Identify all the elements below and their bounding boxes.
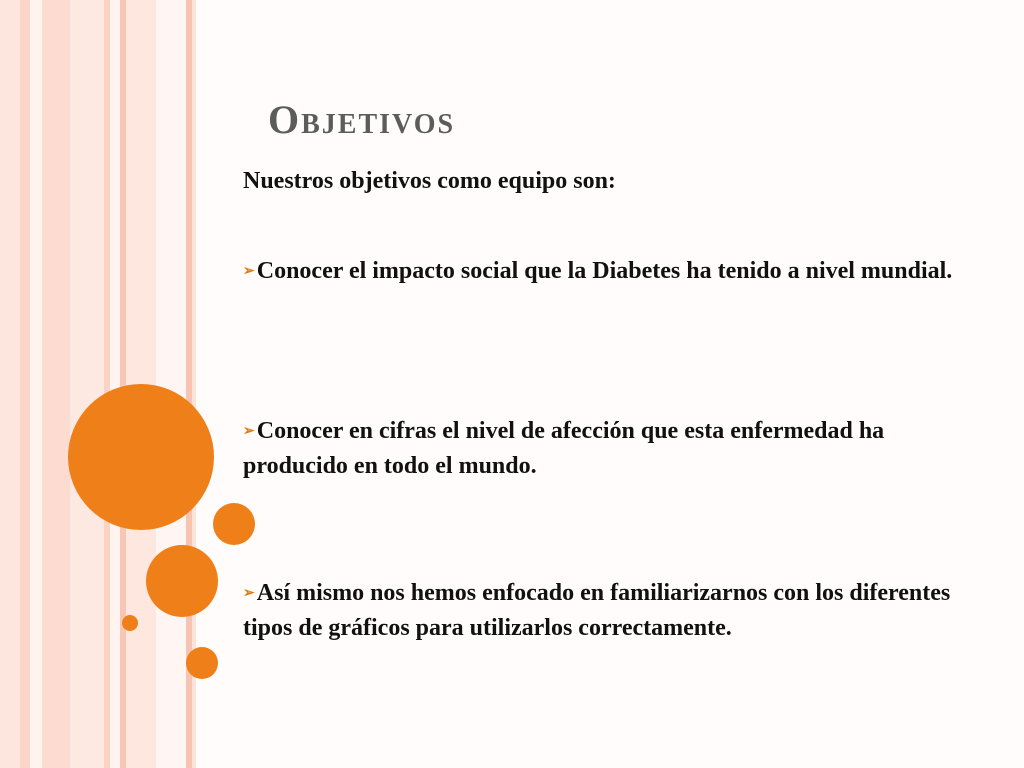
slide-title: Objetivos bbox=[268, 97, 456, 142]
bullet-item bbox=[243, 254, 973, 289]
decor-circle-small bbox=[213, 503, 255, 545]
decor-stripe bbox=[110, 0, 120, 768]
decor-circle-small bbox=[186, 647, 218, 679]
decor-stripe bbox=[42, 0, 70, 768]
bullet-item bbox=[243, 414, 973, 484]
arrow-bullet-icon: ➢ bbox=[243, 424, 255, 439]
bullet-text: Conocer en cifras el nivel de afección que esta enfermedad ha producido en todo el mundo. bbox=[243, 418, 885, 479]
decor-circle-large bbox=[68, 384, 214, 530]
decor-stripe bbox=[0, 0, 20, 768]
arrow-bullet-icon: ➢ bbox=[243, 264, 255, 279]
decor-circle-medium bbox=[146, 545, 218, 617]
bullet-text: Así mismo nos hemos enfocado en familiarizarnos con los diferentes tipos de gráficos para utilizarlos correctamente. bbox=[243, 580, 951, 641]
decor-stripe bbox=[20, 0, 30, 768]
bullet-item bbox=[243, 576, 973, 646]
arrow-bullet-icon: ➢ bbox=[243, 586, 255, 601]
decor-stripe bbox=[30, 0, 42, 768]
intro-text: Nuestros objetivos como equipo son: bbox=[243, 168, 616, 194]
bullet-text: Conocer el impacto social que la Diabetes ha tenido a nivel mundial. bbox=[256, 258, 953, 284]
decor-circle-tiny bbox=[122, 615, 138, 631]
decor-stripe bbox=[156, 0, 186, 768]
decor-stripe bbox=[70, 0, 104, 768]
